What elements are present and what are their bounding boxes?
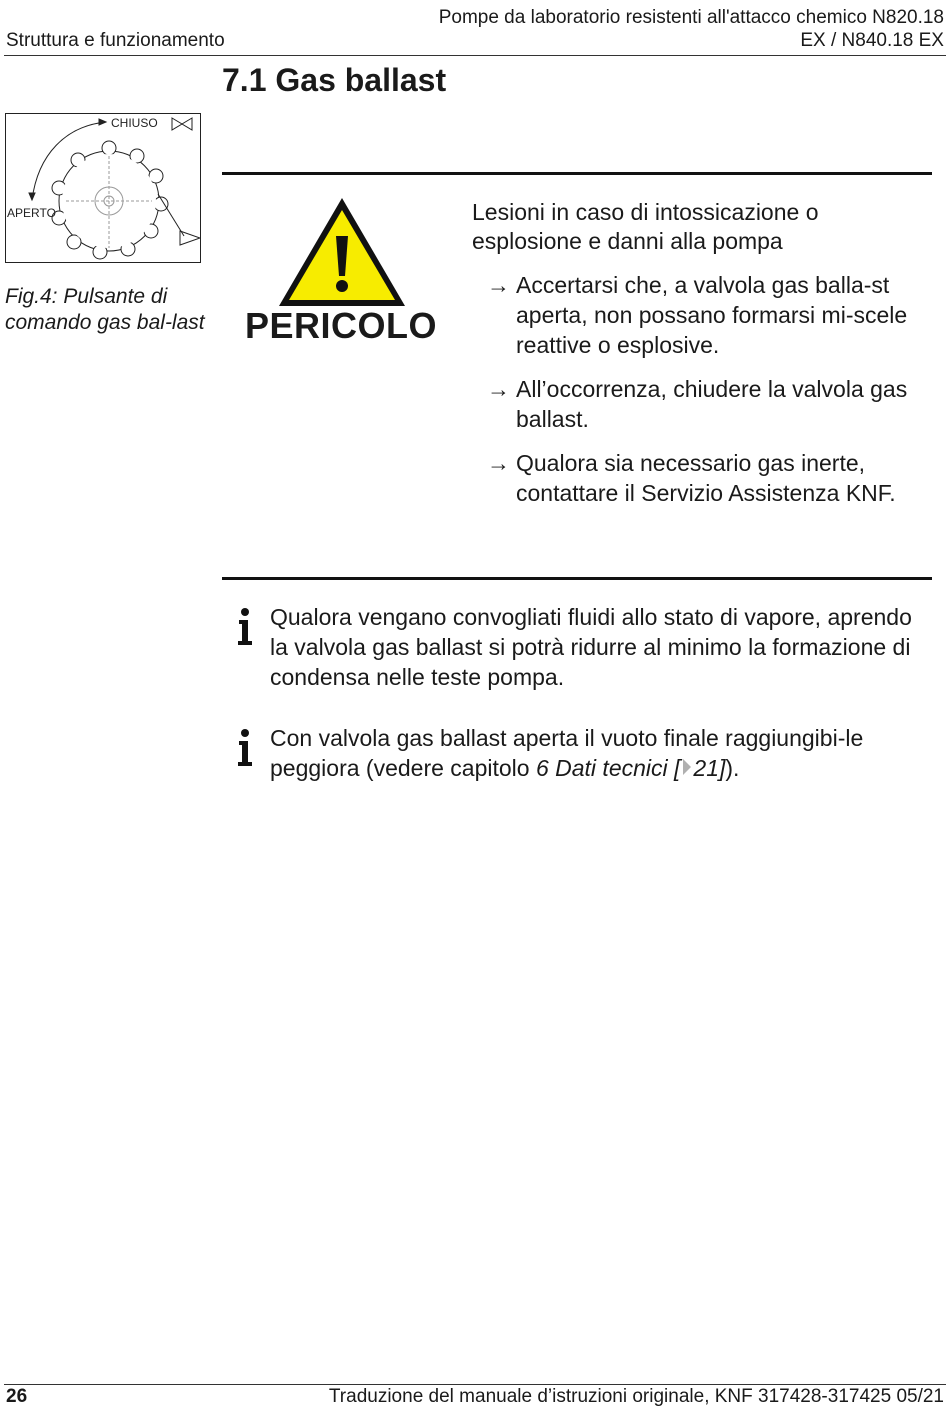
danger-step (487, 448, 932, 508)
chapter-reference-link[interactable] (536, 755, 725, 781)
danger-step-text: Qualora sia necessario gas inerte, contattare il Servizio Assistenza KNF. (516, 450, 896, 506)
info-icon (235, 608, 255, 646)
danger-bottom-rule (222, 577, 932, 580)
header-product-title (439, 6, 944, 52)
danger-heading: Lesioni in caso di intossicazione o esplosione e danni alla pompa (472, 199, 819, 254)
arrow-right-icon: → (487, 272, 510, 298)
chapter-reference: 6 Dati tecnici (535, 755, 668, 781)
section-title: 7.1 Gas ballast (222, 62, 447, 98)
header-product-line2: EX / N840.18 EX (800, 30, 944, 51)
figure-caption: Fig.4: Pulsante di comando gas bal-last (5, 285, 205, 334)
info-icon (235, 729, 255, 767)
label-open: APERTO (7, 206, 56, 220)
danger-step-text: Accertarsi che, a valvola gas balla-st aperta, non possano formarsi mi-scele reattive o esplosive. (516, 272, 908, 358)
page-reference-arrow-icon (683, 759, 691, 775)
ref-bracket-open: [ (674, 755, 681, 781)
arrow-right-icon: → (487, 450, 510, 476)
info-note-text: Qualora vengano convogliati fluidi allo stato di vapore, aprendo la valvola gas ballast si potrà ridurre al minimo la formazione di condensa nelle teste pompa. (270, 604, 912, 690)
arrow-right-icon: → (487, 376, 510, 402)
danger-step (487, 270, 932, 360)
page-reference: 21] (693, 755, 726, 781)
info-note (222, 723, 922, 783)
info-note (222, 602, 922, 692)
info-note-text: Con valvola gas ballast aperta il vuoto finale raggiungibi-le peggiora (vedere capitolo (270, 725, 864, 781)
danger-step-text: All’occorrenza, chiudere la valvola gas ballast. (516, 376, 908, 432)
footer-document-info: Traduzione del manuale d’istruzioni originale, KNF 317428-317425 05/21 (328, 1386, 944, 1407)
info-note-text-end: ). (725, 755, 740, 781)
header-product-line1: Pompe da laboratorio resistenti all'attacco chemico N820.18 (438, 7, 944, 28)
header-section-name: Struttura e funzionamento (6, 30, 225, 51)
page-number: 26 (6, 1386, 28, 1407)
footer-divider (4, 1384, 946, 1385)
danger-step (487, 374, 932, 434)
gas-ballast-knob-figure (5, 113, 201, 263)
label-closed: CHIUSO (111, 116, 158, 130)
warning-triangle-icon (277, 196, 407, 308)
header-divider (4, 55, 946, 56)
danger-signal-word: PERICOLO (245, 305, 438, 346)
danger-top-rule (222, 172, 932, 175)
gas-ballast-knob-diagram (6, 114, 200, 262)
